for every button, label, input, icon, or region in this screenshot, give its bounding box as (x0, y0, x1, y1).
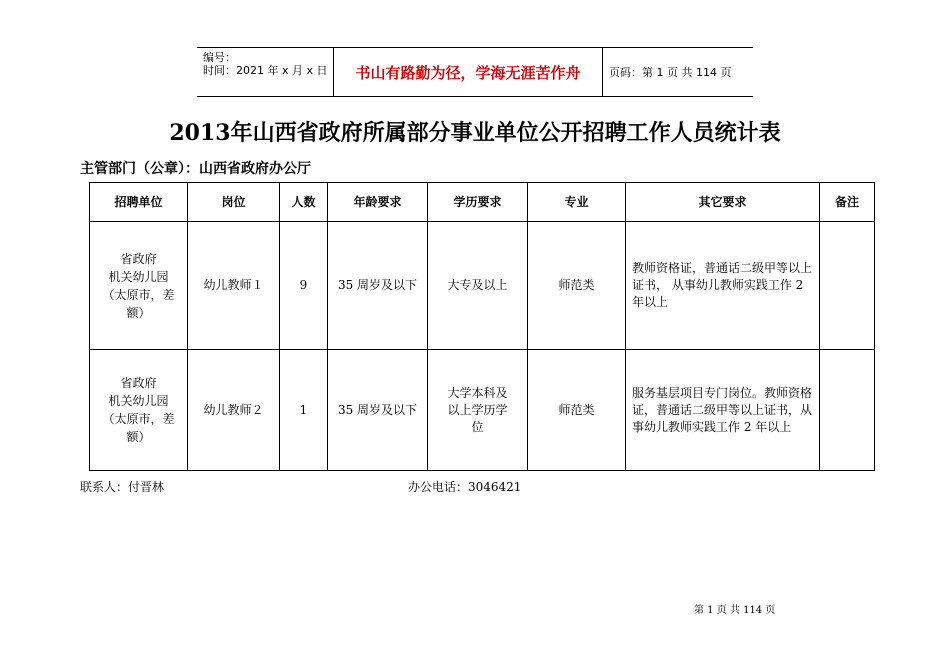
col-header-note: 备注 (820, 183, 875, 222)
office-phone: 办公电话：3046421 (408, 480, 522, 494)
recruitment-table (89, 182, 875, 471)
contact-person: 联系人：付晋林 (80, 480, 165, 494)
cell-note (820, 350, 875, 471)
cell-position: 幼儿教师２ (188, 350, 280, 471)
department-label: 主管部门（公章）：山西省政府办公厅 (80, 161, 311, 177)
header-meta (197, 48, 334, 96)
header-page-label: 页码：第 1 页 共 114 页 (609, 66, 732, 79)
cell-position: 幼儿教师１ (188, 222, 280, 350)
table-row (90, 350, 875, 471)
number-label: 编号： (203, 51, 236, 64)
cell-other: 服务基层项目专门岗位。教师资格证，普通话二级甲等以上证书，从事幼儿教师实践工作 2 年以上 (626, 350, 820, 471)
cell-age: 35 周岁及以下 (328, 350, 428, 471)
cell-major: 师范类 (528, 222, 626, 350)
cell-count: 1 (280, 350, 328, 471)
cell-age: 35 周岁及以下 (328, 222, 428, 350)
col-header-education: 学历要求 (428, 183, 528, 222)
cell-count: 9 (280, 222, 328, 350)
cell-unit: 省政府 机关幼儿园 （太原市，差 额） (90, 350, 188, 471)
col-header-major: 专业 (528, 183, 626, 222)
col-header-age: 年龄要求 (328, 183, 428, 222)
time-label: 时间：2021 年 x 月 x 日 (203, 64, 328, 77)
col-header-position: 岗位 (188, 183, 280, 222)
cell-note (820, 222, 875, 350)
cell-unit: 省政府 机关幼儿园 （太原市，差 额） (90, 222, 188, 350)
page-footer: 第 1 页 共 114 页 (694, 605, 776, 616)
cell-other: 教师资格证，普通话二级甲等以上证书， 从事幼儿教师实践工作 2 年以上 (626, 222, 820, 350)
document-title: 2013年山西省政府所属部分事业单位公开招聘工作人员统计表 (169, 120, 781, 146)
col-header-unit: 招聘单位 (90, 183, 188, 222)
col-header-count: 人数 (280, 183, 328, 222)
cell-major: 师范类 (528, 350, 626, 471)
table-row (90, 222, 875, 350)
cell-education: 大专及以上 (428, 222, 528, 350)
document-header (197, 47, 753, 97)
header-motto: 书山有路勤为径，学海无涯苦作舟 (334, 48, 603, 96)
table-header-row (90, 183, 875, 222)
cell-education: 大学本科及 以上学历学 位 (428, 350, 528, 471)
col-header-other: 其它要求 (626, 183, 820, 222)
